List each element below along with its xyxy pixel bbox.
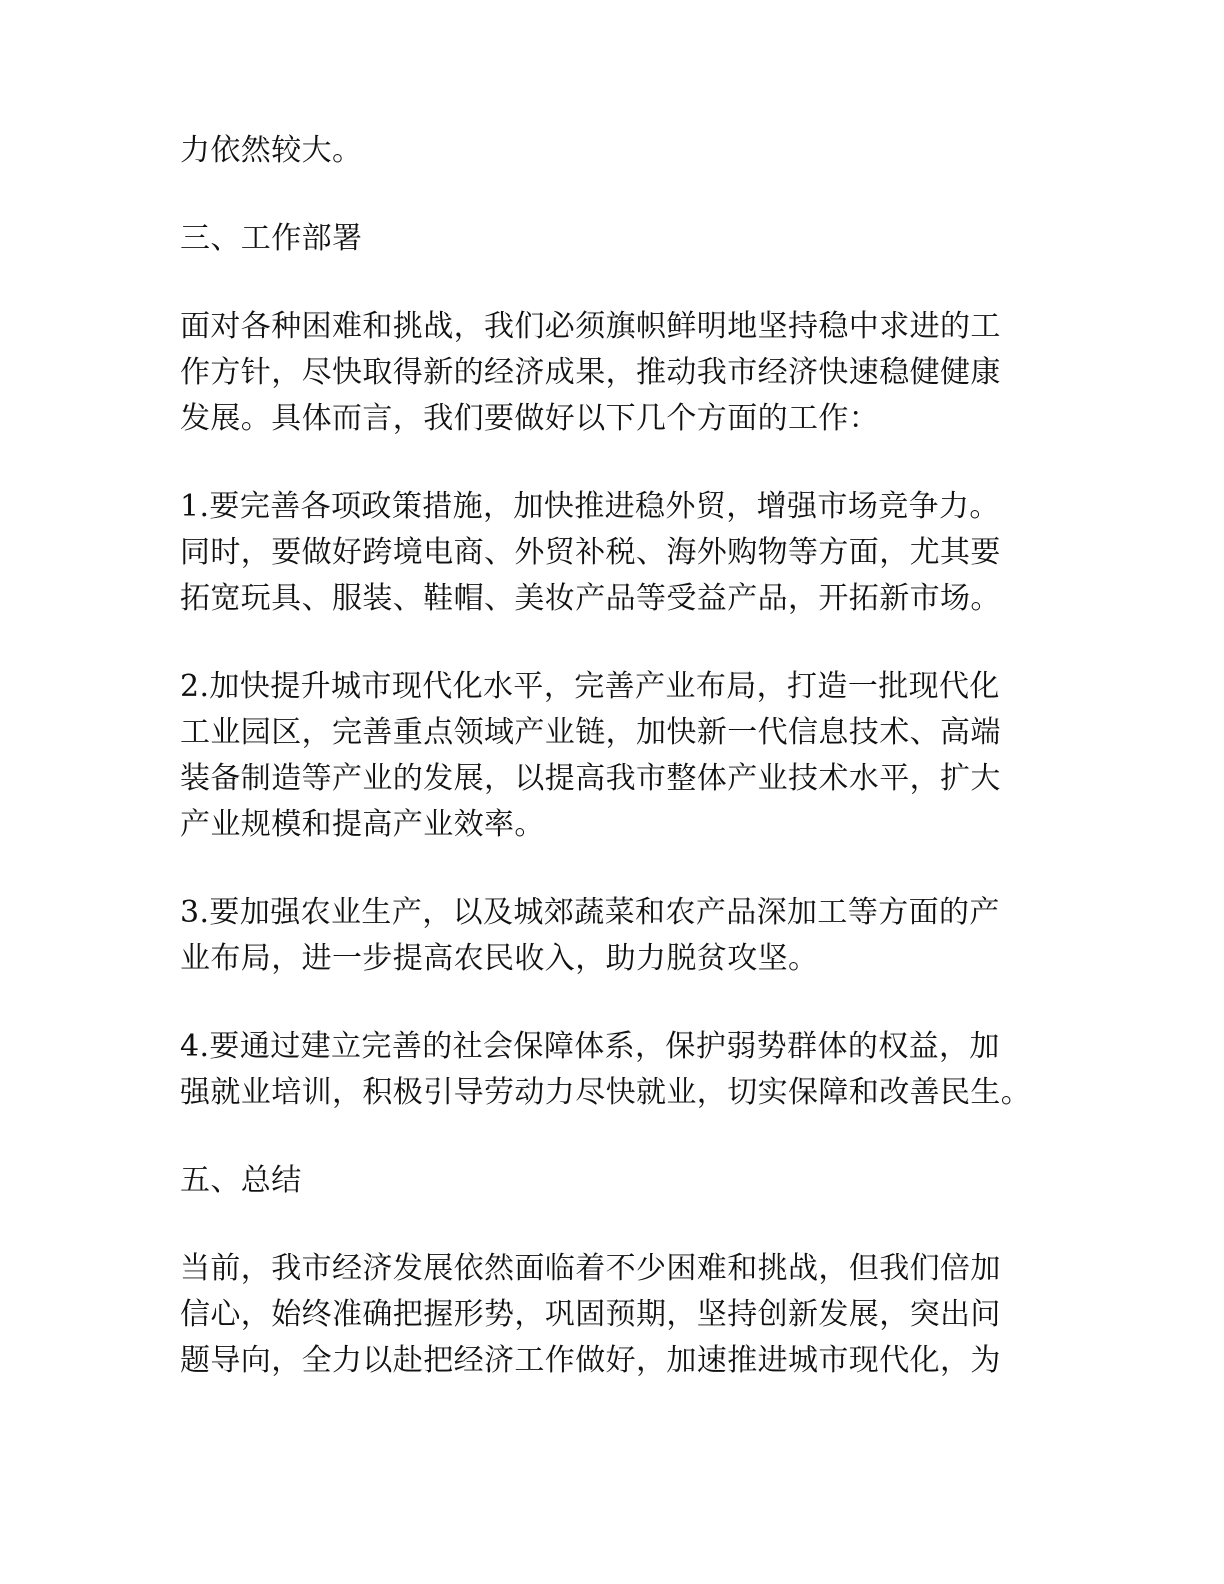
text-line: 工业园区，完善重点领域产业链，加快新一代信息技术、高端 (180, 715, 1001, 750)
text-line: 信心，始终准确把握形势，巩固预期，坚持创新发展，突出问 (180, 1297, 1001, 1332)
text-line: 强就业培训，积极引导劳动力尽快就业，切实保障和改善民生。 (180, 1075, 1032, 1110)
text-line: 业布局，进一步提高农民收入，助力脱贫攻坚。 (180, 941, 819, 976)
heading-text: 五、总结 (180, 1163, 302, 1198)
section-heading-work-plan (180, 216, 1070, 262)
list-item-1 (180, 484, 1070, 622)
text-line: 1.要完善各项政策措施，加快推进稳外贸，增强市场竞争力。 (180, 489, 1000, 524)
text-line: 作方针，尽快取得新的经济成果，推动我市经济快速稳健健康 (180, 355, 1001, 390)
paragraph-continuation (180, 128, 1070, 174)
text-line: 4.要通过建立完善的社会保障体系，保护弱势群体的权益，加 (180, 1029, 1000, 1064)
heading-text: 三、工作部署 (180, 221, 363, 256)
text-line: 力依然较大。 (180, 133, 363, 168)
list-item-4 (180, 1024, 1070, 1116)
text-line: 发展。具体而言，我们要做好以下几个方面的工作： (180, 401, 880, 436)
text-line: 面对各种困难和挑战，我们必须旗帜鲜明地坚持稳中求进的工 (180, 309, 1001, 344)
text-line: 产业规模和提高产业效率。 (180, 807, 545, 842)
text-line: 当前，我市经济发展依然面临着不少困难和挑战，但我们倍加 (180, 1251, 1001, 1286)
list-item-2 (180, 664, 1070, 848)
text-line: 拓宽玩具、服装、鞋帽、美妆产品等受益产品，开拓新市场。 (180, 581, 1001, 616)
text-line: 题导向，全力以赴把经济工作做好，加速推进城市现代化，为 (180, 1343, 1001, 1378)
paragraph-summary (180, 1246, 1070, 1384)
list-item-3 (180, 890, 1070, 982)
text-line: 同时，要做好跨境电商、外贸补税、海外购物等方面，尤其要 (180, 535, 1001, 570)
text-line: 装备制造等产业的发展，以提高我市整体产业技术水平，扩大 (180, 761, 1001, 796)
document-body (180, 128, 1070, 1426)
text-line: 2.加快提升城市现代化水平，完善产业布局，打造一批现代化 (180, 669, 1000, 704)
text-line: 3.要加强农业生产，以及城郊蔬菜和农产品深加工等方面的产 (180, 895, 1000, 930)
section-heading-summary (180, 1158, 1070, 1204)
paragraph-intro (180, 304, 1070, 442)
